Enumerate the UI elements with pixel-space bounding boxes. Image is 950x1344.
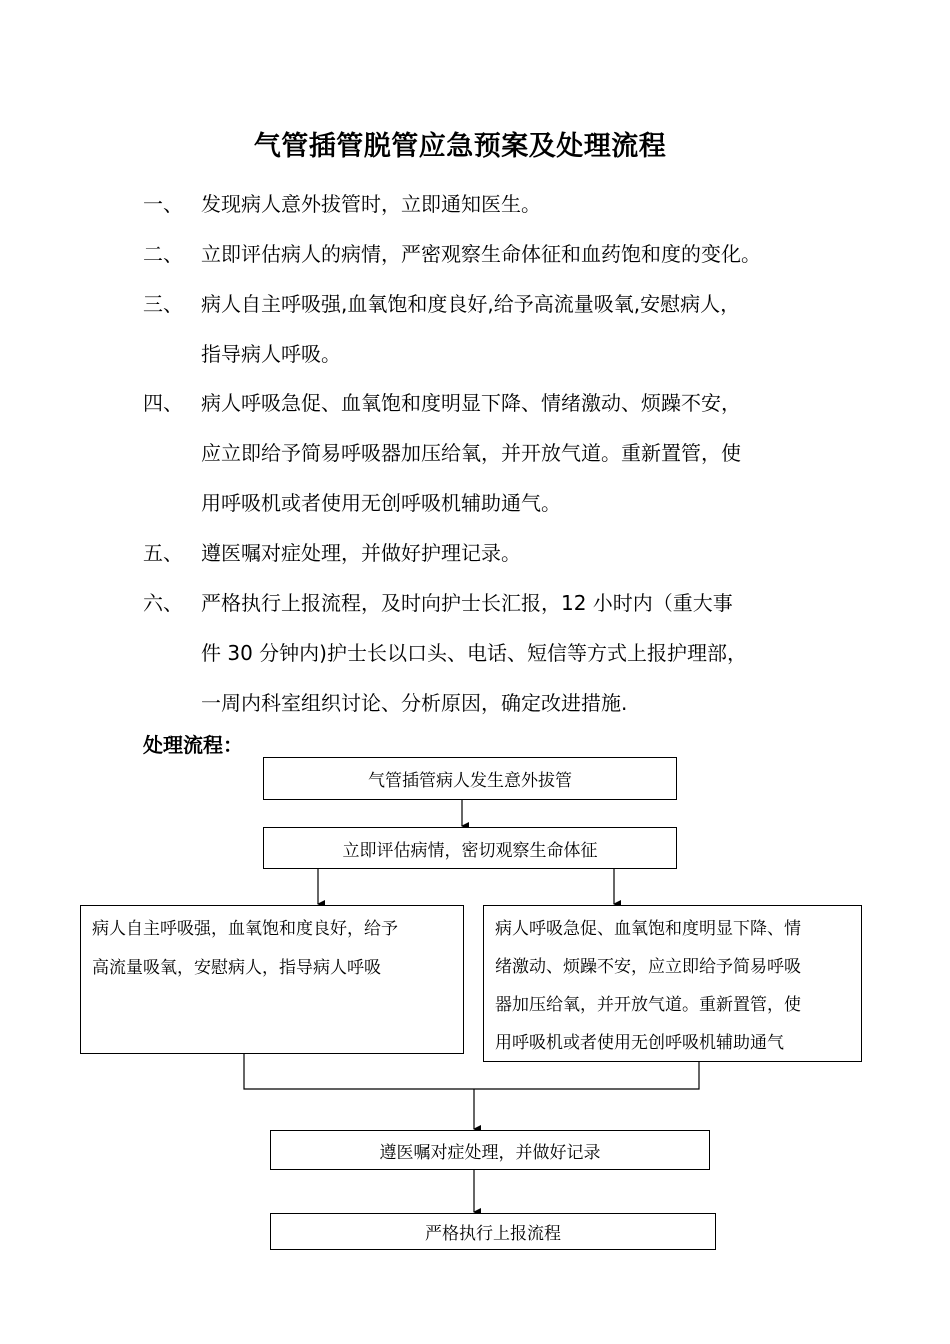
step-5-line-1: 遵医嘱对症处理，并做好护理记录。 [201, 541, 521, 565]
flow-box-assess-text: 立即评估病情，密切观察生命体征 [342, 840, 598, 861]
flow-box-distress-line-1: 病人呼吸急促、血氧饱和度明显下降、情 [495, 919, 801, 939]
step-6-line-1: 严格执行上报流程，及时向护士长汇报，12 小时内（重大事 [201, 591, 733, 615]
step-6-line-3: 一周内科室组织讨论、分析原因，确定改进措施. [201, 691, 628, 715]
flow-box-incident-text: 气管插管病人发生意外拔管 [368, 771, 572, 791]
step-1-line-1: 发现病人意外拔管时，立即通知医生。 [201, 192, 541, 216]
flow-box-report [270, 1213, 716, 1250]
flow-box-assess [263, 827, 677, 869]
flow-box-treatment [270, 1130, 710, 1170]
step-2-number: 二、 [143, 242, 183, 266]
step-4-line-2: 应立即给予简易呼吸器加压给氧，并开放气道。重新置管，使 [201, 441, 741, 465]
page-title: 气管插管脱管应急预案及处理流程 [253, 131, 667, 162]
step-4-number: 四、 [143, 391, 183, 415]
flow-box-report-text: 严格执行上报流程 [425, 1224, 561, 1244]
flow-box-distress-line-2: 绪激动、烦躁不安，应立即给予简易呼吸 [495, 957, 801, 977]
flow-box-stable [80, 905, 464, 1054]
flow-box-distress-line-3: 器加压给氧，并开放气道。重新置管，使 [495, 995, 801, 1015]
flow-box-incident [263, 757, 677, 800]
step-5-number: 五、 [143, 541, 183, 565]
step-3-line-1: 病人自主呼吸强,血氧饱和度良好,给予高流量吸氧,安慰病人， [201, 292, 741, 316]
step-4-line-3: 用呼吸机或者使用无创呼吸机辅助通气。 [201, 491, 561, 515]
flow-section-label: 处理流程： [143, 733, 243, 757]
step-4-line-1: 病人呼吸急促、血氧饱和度明显下降、情绪激动、烦躁不安， [201, 391, 741, 415]
step-6-line-2: 件 30 分钟内)护士长以口头、电话、短信等方式上报护理部， [201, 641, 747, 665]
flow-box-stable-line-2: 高流量吸氧，安慰病人，指导病人呼吸 [92, 958, 381, 978]
step-6-number: 六、 [143, 591, 183, 615]
flow-box-stable-line-1: 病人自主呼吸强，血氧饱和度良好，给予 [92, 919, 398, 939]
flow-box-treatment-text: 遵医嘱对症处理，并做好记录 [379, 1142, 601, 1163]
step-3-number: 三、 [143, 292, 183, 316]
step-3-line-2: 指导病人呼吸。 [201, 342, 341, 366]
step-2-line-1: 立即评估病人的病情，严密观察生命体征和血药饱和度的变化。 [201, 242, 761, 266]
step-1-number: 一、 [143, 192, 183, 216]
flow-box-distress-line-4: 用呼吸机或者使用无创呼吸机辅助通气 [495, 1033, 784, 1053]
flow-box-distress [483, 905, 862, 1062]
